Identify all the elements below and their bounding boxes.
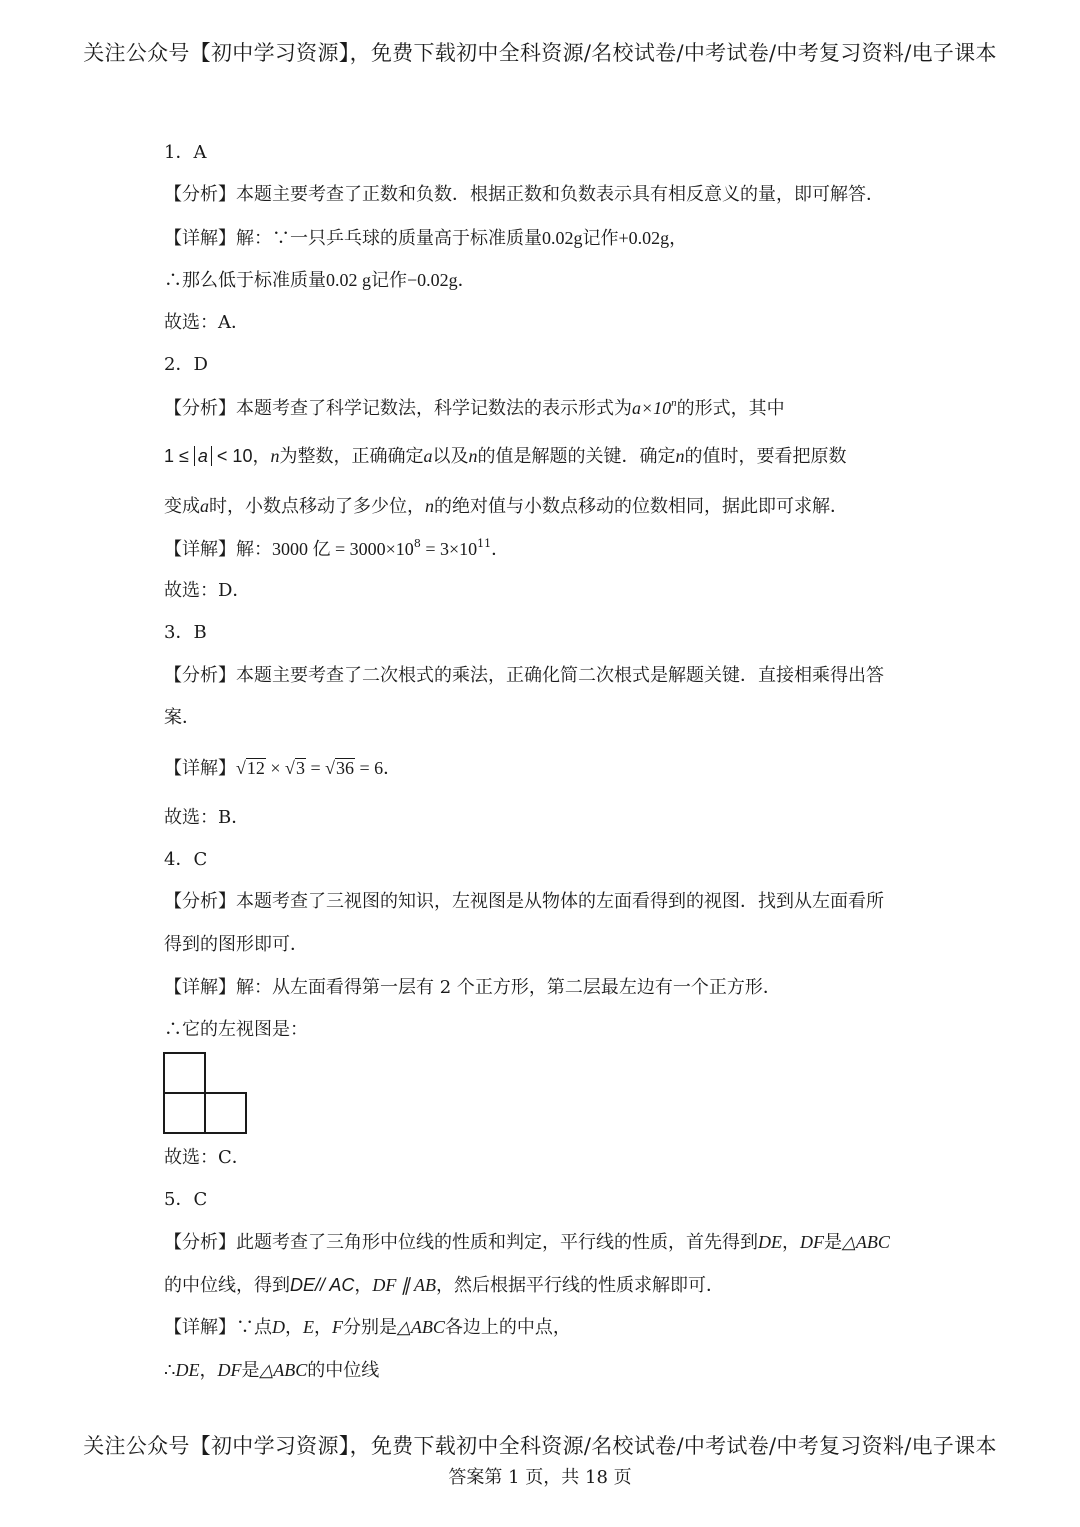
q3-detail bbox=[164, 756, 401, 781]
q2-text-d: 以及 bbox=[432, 446, 469, 467]
q2-analysis-exponent: n bbox=[671, 397, 677, 409]
q5-l2-sep: ， bbox=[354, 1275, 373, 1296]
q3-radicand-36: 36 bbox=[335, 758, 354, 778]
q3-sqrt-36: √36 bbox=[325, 758, 354, 778]
q1-detail-text-2: 记作 bbox=[582, 228, 619, 249]
q2-answer: 故选：D． bbox=[164, 580, 251, 601]
q2-detail-exp-2: 11 bbox=[477, 537, 492, 550]
q5-detail-f: F bbox=[332, 1317, 343, 1337]
q5-detail-text-2: 分别是 bbox=[343, 1317, 397, 1338]
left-view-square-bottom-left bbox=[163, 1092, 206, 1134]
q3-equals-2: = 6 bbox=[354, 758, 384, 778]
q4-analysis: 【分析】本题考查了三视图的知识，左视图是从物体的左面看得到的视图．找到从左面看所 bbox=[164, 891, 884, 912]
q5-analysis-text: 【分析】此题考查了三角形中位线的性质和判定，平行线的性质，首先得到 bbox=[164, 1232, 758, 1253]
q2-text-e: 的值是解题的关键．确定 bbox=[477, 446, 676, 467]
q5-conclusion-text-2: 的中位线 bbox=[307, 1360, 380, 1381]
q2-text-c: 为整数，正确确定 bbox=[279, 446, 424, 467]
q2-analysis bbox=[164, 396, 785, 421]
q2-analysis-line-2 bbox=[164, 444, 846, 469]
q5-detail-triangle: △ABC bbox=[397, 1317, 445, 1337]
q4-number: 4．C bbox=[164, 849, 208, 870]
q2-inequality-left: 1 ≤ bbox=[164, 446, 194, 466]
q2-detail-exp-1: 8 bbox=[413, 537, 421, 550]
q4-conclusion: ∴它的左视图是： bbox=[164, 1019, 308, 1040]
q5-analysis-triangle: △ABC bbox=[842, 1232, 890, 1252]
q2-l3-text-b: 时，小数点移动了多少位， bbox=[209, 496, 425, 517]
top-banner: 关注公众号【初中学习资源】，免费下载初中全科资源/名校试卷/中考试卷/中考复习资料/电子课本 bbox=[83, 41, 997, 65]
q5-number: 5．C bbox=[164, 1189, 208, 1210]
q2-absolute-a: a bbox=[194, 446, 212, 466]
q5-detail-sep-2: ， bbox=[314, 1317, 332, 1338]
q2-analysis-text: 【分析】本题考查了科学记数法，科学记数法的表示形式为 bbox=[164, 398, 632, 419]
q2-detail-math-2: = 3×10 bbox=[420, 539, 478, 559]
q5-detail-sep-1: ， bbox=[285, 1317, 303, 1338]
q2-detail-end: ． bbox=[491, 539, 510, 560]
q5-detail-text: 【详解】∵点 bbox=[164, 1317, 272, 1338]
q3-answer: 故选：B． bbox=[164, 807, 250, 828]
q2-number: 2．D bbox=[164, 354, 208, 375]
q4-analysis-line-2: 得到的图形即可． bbox=[164, 934, 308, 955]
q2-detail-math-1: 3000 亿 = 3000×10 bbox=[272, 539, 414, 559]
q5-analysis-df: DF bbox=[800, 1232, 824, 1252]
q2-l3-text-a: 变成 bbox=[164, 496, 200, 517]
q5-detail-text-3: 各边上的中点， bbox=[444, 1317, 571, 1338]
left-view-square-top bbox=[163, 1052, 206, 1094]
q2-l3-n: n bbox=[425, 496, 434, 516]
q1-detail bbox=[164, 226, 687, 251]
q2-n-2: n bbox=[468, 446, 478, 466]
q1-conclusion-text: ∴那么低于标准质量 bbox=[164, 270, 326, 291]
q2-detail-text: 【详解】解： bbox=[164, 539, 272, 560]
q2-analysis-text-2: 的形式，其中 bbox=[676, 398, 785, 419]
q5-detail-d: D bbox=[272, 1317, 285, 1337]
q5-detail bbox=[164, 1315, 571, 1340]
q1-detail-end: ， bbox=[669, 228, 688, 249]
q2-l3-a: a bbox=[200, 496, 209, 516]
q5-conclusion-triangle: △ABC bbox=[259, 1360, 308, 1380]
q5-analysis-sep: ， bbox=[782, 1232, 800, 1253]
q5-l2-math-1: DE// AC bbox=[290, 1275, 355, 1295]
q1-conclusion bbox=[164, 268, 476, 293]
q3-analysis: 【分析】本题主要考查了二次根式的乘法，正确化简二次根式是解题关键．直接相乘得出答 bbox=[164, 665, 884, 686]
q5-analysis bbox=[164, 1230, 890, 1255]
q3-detail-label: 【详解】 bbox=[164, 758, 236, 779]
q3-radicand-3: 3 bbox=[295, 758, 305, 778]
q5-conclusion bbox=[164, 1358, 379, 1383]
bottom-banner: 关注公众号【初中学习资源】，免费下载初中全科资源/名校试卷/中考试卷/中考复习资料/电子课本 bbox=[83, 1434, 997, 1458]
q2-analysis-math: a×10 bbox=[632, 398, 672, 418]
q2-l3-text-c: 的绝对值与小数点移动的位数相同，据此即可求解． bbox=[434, 496, 848, 517]
q5-conclusion-text: 是 bbox=[241, 1360, 260, 1381]
q3-equals-1: = bbox=[305, 758, 326, 778]
q5-conclusion-de: DE bbox=[175, 1360, 200, 1380]
q1-conclusion-end: ． bbox=[457, 270, 476, 291]
q3-times: × bbox=[265, 758, 286, 778]
q5-l2-text-b: ，然后根据平行线的性质求解即可． bbox=[436, 1275, 725, 1296]
q2-n-1: n bbox=[270, 446, 280, 466]
q4-detail: 【详解】解：从左面看得第一层有 2 个正方形，第二层最左边有一个正方形． bbox=[164, 977, 781, 998]
q5-l2-math-2: DF ∥ AB bbox=[372, 1275, 437, 1295]
q4-answer: 故选：C． bbox=[164, 1147, 250, 1168]
q5-conclusion-sep: ， bbox=[199, 1360, 218, 1381]
q2-analysis-line-3 bbox=[164, 494, 848, 519]
q1-conclusion-text-2: 记作 bbox=[371, 270, 407, 291]
q5-detail-e: E bbox=[303, 1317, 314, 1337]
q5-analysis-de: DE bbox=[758, 1232, 782, 1252]
q3-sqrt-12: √12 bbox=[236, 758, 265, 778]
q5-conclusion-therefore: ∴ bbox=[164, 1360, 176, 1381]
q3-sqrt-3: √3 bbox=[285, 758, 305, 778]
q2-inequality-right: < 10， bbox=[211, 446, 271, 466]
q5-analysis-text-2: 是 bbox=[824, 1232, 842, 1253]
q1-answer: 故选：A． bbox=[164, 312, 249, 333]
q3-radicand-12: 12 bbox=[246, 758, 265, 778]
q1-analysis: 【分析】本题主要考查了正数和负数．根据正数和负数表示具有相反意义的量，即可解答． bbox=[164, 184, 884, 205]
q1-conclusion-negative: −0.02g bbox=[407, 270, 458, 290]
q2-text-f: 的值时，要看把原数 bbox=[684, 446, 847, 467]
q2-a-1: a bbox=[423, 446, 433, 466]
q2-n-3: n bbox=[675, 446, 685, 466]
page-footer: 答案第 1 页，共 18 页 bbox=[448, 1467, 632, 1488]
q5-l2-text-a: 的中位线，得到 bbox=[164, 1275, 290, 1296]
left-view-square-bottom-right bbox=[204, 1092, 247, 1134]
q5-analysis-line-2 bbox=[164, 1273, 724, 1298]
q1-detail-text: 【详解】解：∵一只乒乓球的质量高于标准质量 bbox=[164, 228, 542, 249]
q1-conclusion-value: 0.02 g bbox=[326, 270, 371, 290]
q3-detail-end: ． bbox=[383, 758, 402, 779]
left-view-figure bbox=[163, 1052, 247, 1134]
q2-detail bbox=[164, 537, 509, 562]
q5-conclusion-df: DF bbox=[217, 1360, 242, 1380]
q3-analysis-line-2: 案． bbox=[164, 707, 200, 728]
q3-number: 3．B bbox=[164, 622, 207, 643]
q1-detail-value: 0.02g bbox=[542, 228, 583, 248]
q1-detail-positive: +0.02g bbox=[618, 228, 670, 248]
q1-number: 1．A bbox=[164, 142, 207, 163]
